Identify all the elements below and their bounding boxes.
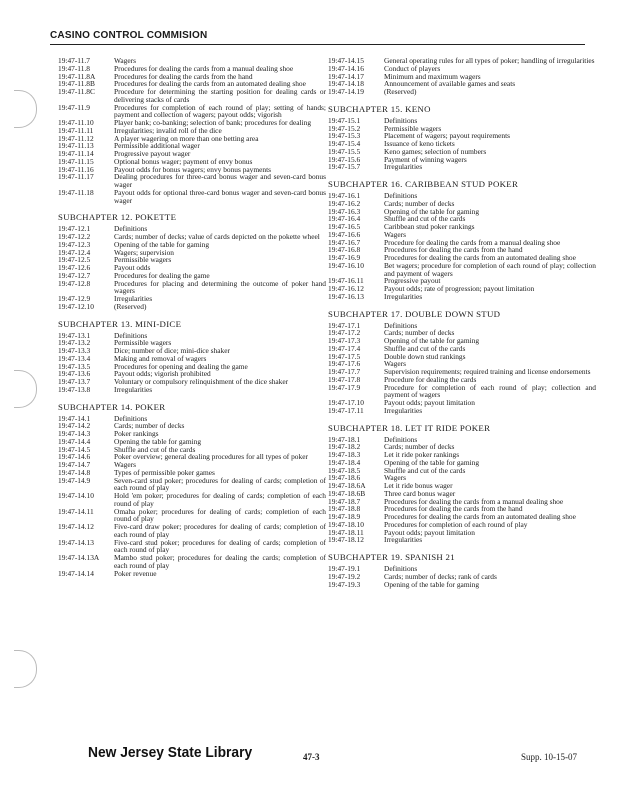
section-title: Poker overview; general dealing procedures for all types of poker bbox=[114, 452, 308, 462]
section-number: 19:47-19.1 bbox=[328, 564, 361, 573]
toc-entry bbox=[328, 132, 596, 140]
section-title: Procedure for determining the starting position for dealing cards or delivering stacks of cards bbox=[114, 87, 326, 104]
section-number: 19:47-14.4 bbox=[58, 436, 91, 446]
toc-entry bbox=[58, 249, 326, 257]
section-title: Progressive payout bbox=[384, 276, 441, 286]
subchapter-heading: SUBCHAPTER 14. POKER bbox=[58, 401, 166, 412]
section-number: 19:47-16.5 bbox=[328, 222, 361, 231]
binder-hole-middle bbox=[14, 370, 37, 408]
section-number: 19:47-18.10 bbox=[328, 519, 364, 529]
section-number: 19:47-12.7 bbox=[58, 270, 91, 280]
section-number: 19:47-14.3 bbox=[58, 429, 91, 438]
section-title: Dealing procedures for three-card bonus wager and seven-card bonus wager bbox=[114, 172, 326, 189]
section-title: Procedure for dealing the cards from a manual dealing shoe bbox=[384, 237, 561, 247]
section-number: 19:47-11.8C bbox=[58, 87, 95, 96]
section-title: Let it ride poker rankings bbox=[384, 450, 460, 459]
toc-entry bbox=[58, 303, 326, 311]
section-title: Irregularities bbox=[384, 535, 423, 545]
section-number: 19:47-15.2 bbox=[328, 123, 361, 133]
section-title: Voluntary or compulsory relinquishment of the dice shaker bbox=[114, 377, 289, 386]
section-number: 19:47-16.10 bbox=[328, 260, 364, 270]
section-title: Poker rankings bbox=[114, 429, 159, 438]
section-title: Mambo stud poker; procedures for dealing the cards; completion of each round of play bbox=[114, 553, 326, 570]
section-title: Poker revenue bbox=[114, 568, 157, 578]
toc-left-column bbox=[58, 57, 326, 577]
section-title: Placement of wagers; payout requirements bbox=[384, 131, 511, 141]
section-title: (Reserved) bbox=[384, 87, 417, 96]
section-title: Irregularities; invalid roll of the dice bbox=[114, 125, 222, 135]
section-title: Definitions bbox=[384, 191, 418, 200]
section-number: 19:47-18.6A bbox=[328, 481, 366, 490]
section-title: Wagers; supervision bbox=[114, 247, 174, 257]
section-number: 19:47-18.6B bbox=[328, 488, 366, 498]
section-title: Optional bonus wager; payment of envy bonus bbox=[114, 156, 253, 166]
section-title: Payout odds; payout limitation bbox=[384, 398, 475, 407]
section-title: Opening of the table for gaming bbox=[384, 206, 480, 216]
section-title: Irregularities bbox=[384, 291, 423, 301]
section-number: 19:47-13.4 bbox=[58, 353, 91, 363]
section-number: 19:47-17.2 bbox=[328, 328, 361, 338]
section-title: Procedures for dealing the cards from the hand bbox=[384, 245, 523, 255]
section-title: Cards; number of decks bbox=[114, 421, 185, 431]
section-number: 19:47-14.15 bbox=[328, 56, 364, 65]
section-title: Definitions bbox=[114, 330, 148, 340]
toc-entry bbox=[58, 415, 326, 423]
toc-entry bbox=[328, 163, 596, 171]
section-title: Shuffle and cut of the cards bbox=[114, 444, 196, 454]
toc-entry bbox=[328, 467, 596, 475]
section-title: Procedures for dealing the cards from a manual dealing shoe bbox=[114, 63, 294, 73]
subchapter-heading: SUBCHAPTER 18. LET IT RIDE POKER bbox=[328, 422, 491, 433]
section-number: 19:47-12.10 bbox=[58, 301, 94, 311]
section-number: 19:47-11.8A bbox=[58, 71, 96, 81]
section-title: Payment of winning wagers bbox=[384, 154, 467, 164]
toc-entry bbox=[58, 570, 326, 578]
section-number: 19:47-17.9 bbox=[328, 382, 361, 392]
section-number: 19:47-16.8 bbox=[328, 245, 361, 255]
section-number: 19:47-18.4 bbox=[328, 457, 361, 467]
section-title: Cards; number of decks; value of cards depicted on the pokette wheel bbox=[114, 232, 320, 241]
section-title: Permissible additional wager bbox=[114, 141, 200, 151]
section-number: 19:47-12.5 bbox=[58, 255, 91, 265]
section-title: Bet wagers; procedure for completion of each round of play; collection and payment of wagers bbox=[384, 260, 596, 278]
toc-right-column bbox=[328, 57, 596, 588]
section-number: 19:47-18.1 bbox=[328, 434, 361, 444]
subchapter-heading: SUBCHAPTER 13. MINI-DICE bbox=[58, 318, 182, 329]
section-title: Dice; number of dice; mini-dice shaker bbox=[114, 346, 230, 355]
section-number: 19:47-11.8B bbox=[58, 79, 95, 89]
section-title: Permissible wagers bbox=[114, 255, 172, 265]
section-number: 19:47-12.3 bbox=[58, 239, 91, 249]
section-title: Announcement of available games and seats bbox=[384, 79, 516, 89]
toc-entry bbox=[328, 581, 596, 589]
section-number: 19:47-14.10 bbox=[58, 491, 94, 500]
section-title: Wagers bbox=[384, 473, 406, 483]
section-number: 19:47-16.7 bbox=[328, 237, 361, 247]
subchapter-heading: SUBCHAPTER 19. SPANISH 21 bbox=[328, 552, 455, 562]
page-number: 47-3 bbox=[303, 752, 320, 762]
toc-entry bbox=[58, 88, 326, 104]
toc-entry bbox=[328, 353, 596, 361]
section-number: 19:47-12.6 bbox=[58, 263, 91, 272]
section-title: Shuffle and cut of the cards bbox=[384, 343, 466, 353]
section-number: 19:47-18.6 bbox=[328, 473, 361, 483]
section-title: Definitions bbox=[114, 413, 148, 423]
section-title: Omaha poker; procedures for dealing of cards; completion of each round of play bbox=[114, 506, 326, 524]
section-title: Payout odds; payout limitation bbox=[384, 527, 475, 537]
section-title: Permissible wagers bbox=[114, 338, 172, 348]
section-number: 19:47-14.1 bbox=[58, 413, 91, 423]
section-title: Procedures for completion of each round of play; setting of hands; payment and collection of wagers; payout odds; vigorish bbox=[114, 102, 326, 120]
page-header: CASINO CONTROL COMMISION bbox=[50, 30, 585, 45]
toc-entry bbox=[58, 295, 326, 303]
toc-entry bbox=[58, 241, 326, 249]
section-number: 19:47-13.3 bbox=[58, 346, 91, 355]
binder-hole-bottom bbox=[14, 650, 37, 688]
section-title: Shuffle and cut of the cards bbox=[384, 465, 466, 475]
toc-entry bbox=[58, 492, 326, 508]
section-title: Definitions bbox=[384, 115, 418, 125]
toc-entry bbox=[328, 443, 596, 451]
section-title: Cards; number of decks bbox=[384, 442, 455, 452]
section-title: Irregularities bbox=[114, 384, 153, 394]
section-title: A player wagering on more than one betting area bbox=[114, 133, 259, 143]
section-title: Opening of the table for gaming bbox=[384, 579, 480, 589]
section-number: 19:47-12.8 bbox=[58, 278, 91, 288]
toc-entry bbox=[328, 285, 596, 293]
section-title: Opening of the table for gaming bbox=[384, 336, 480, 345]
section-title: Procedures for opening and dealing the game bbox=[114, 361, 248, 371]
section-title: Wagers bbox=[384, 359, 406, 369]
toc-entry bbox=[58, 477, 326, 493]
section-number: 19:47-18.7 bbox=[328, 496, 361, 506]
section-title: Wagers bbox=[384, 229, 406, 239]
section-number: 19:47-14.8 bbox=[58, 467, 91, 477]
section-title: Procedures for dealing the cards from the hand bbox=[114, 71, 253, 81]
toc-entry bbox=[328, 399, 596, 407]
section-number: 19:47-17.6 bbox=[328, 359, 361, 369]
section-number: 19:47-13.2 bbox=[58, 338, 91, 348]
section-title: Wagers bbox=[114, 460, 136, 469]
section-title: Progressive payout wager bbox=[114, 149, 191, 158]
toc-entry bbox=[328, 192, 596, 200]
section-title: (Reserved) bbox=[114, 301, 147, 311]
section-title: Procedures for dealing the cards from the hand bbox=[384, 504, 523, 514]
section-title: Let it ride bonus wager bbox=[384, 481, 453, 490]
section-title: Procedures for placing and determining the outcome of poker hand wagers bbox=[114, 278, 326, 296]
toc-entry bbox=[328, 88, 596, 96]
section-number: 19:47-11.7 bbox=[58, 56, 90, 65]
section-number: 19:47-14.7 bbox=[58, 460, 91, 469]
section-number: 19:47-17.1 bbox=[328, 320, 361, 330]
subchapter-heading: SUBCHAPTER 12. POKETTE bbox=[58, 212, 177, 223]
section-title: Cards; number of decks bbox=[384, 198, 455, 208]
library-logo: New Jersey State Library bbox=[88, 744, 253, 761]
section-number: 19:47-12.4 bbox=[58, 247, 91, 257]
toc-entry bbox=[328, 293, 596, 301]
subchapter-heading: SUBCHAPTER 17. DOUBLE DOWN STUD bbox=[328, 308, 501, 319]
section-title: Shuffle and cut of the cards bbox=[384, 214, 466, 224]
section-number: 19:47-13.1 bbox=[58, 330, 91, 340]
section-number: 19:47-16.11 bbox=[328, 276, 364, 286]
toc-entry bbox=[58, 142, 326, 150]
toc-entry bbox=[58, 104, 326, 120]
section-title: Irregularities bbox=[384, 162, 423, 172]
section-number: 19:47-15.7 bbox=[328, 162, 361, 172]
toc-entry bbox=[328, 529, 596, 537]
section-title: Procedures for dealing the cards from an automated dealing shoe bbox=[384, 253, 576, 262]
section-number: 19:47-18.9 bbox=[328, 512, 361, 521]
toc-entry bbox=[58, 386, 326, 394]
section-number: 19:47-11.17 bbox=[58, 172, 94, 182]
toc-entry bbox=[58, 453, 326, 461]
section-title: Keno games; selection of numbers bbox=[384, 146, 487, 156]
section-number: 19:47-16.1 bbox=[328, 191, 361, 200]
section-title: Conduct of players bbox=[384, 63, 441, 73]
section-title: Definitions bbox=[114, 224, 148, 234]
toc-entry bbox=[58, 256, 326, 264]
toc-entry bbox=[58, 554, 326, 570]
toc-entry bbox=[328, 536, 596, 544]
section-title: Five-card stud poker; procedures for dealing of cards; completion of each round of play bbox=[114, 537, 326, 555]
toc-entry bbox=[328, 262, 596, 278]
section-number: 19:47-12.1 bbox=[58, 224, 91, 234]
section-number: 19:47-11.11 bbox=[58, 125, 94, 135]
subchapter-heading: SUBCHAPTER 15. KENO bbox=[328, 103, 431, 114]
toc-entry bbox=[58, 280, 326, 296]
section-number: 19:47-11.12 bbox=[58, 133, 94, 143]
section-title: Cards; number of decks; rank of cards bbox=[384, 571, 497, 581]
section-title: Procedures for dealing the cards from a manual dealing shoe bbox=[384, 496, 564, 506]
section-title: Procedure for completion of each round of play; collection and payment of wagers bbox=[384, 382, 596, 400]
section-number: 19:47-13.5 bbox=[58, 361, 91, 371]
section-title: Seven-card stud poker; procedures for dealing of cards; completion of each round of play bbox=[114, 475, 326, 493]
section-number: 19:47-17.4 bbox=[328, 343, 361, 353]
toc-entry bbox=[58, 539, 326, 555]
section-title: Payout odds; vigorish prohibited bbox=[114, 369, 211, 379]
toc-entry bbox=[328, 156, 596, 164]
toc-entry bbox=[58, 508, 326, 524]
section-number: 19:47-11.9 bbox=[58, 102, 90, 112]
section-number: 19:47-17.7 bbox=[328, 367, 361, 376]
section-number: 19:47-14.17 bbox=[328, 71, 364, 81]
section-title: Procedures for dealing the cards from an automated dealing shoe bbox=[384, 512, 576, 521]
section-title: Irregularities bbox=[384, 405, 423, 415]
toc-entry bbox=[328, 474, 596, 482]
section-number: 19:47-15.3 bbox=[328, 131, 361, 141]
section-number: 19:47-14.14 bbox=[58, 568, 94, 578]
section-number: 19:47-14.13A bbox=[58, 553, 100, 562]
section-title: Permissible wagers bbox=[384, 123, 442, 133]
toc-entry bbox=[328, 407, 596, 415]
section-number: 19:47-12.9 bbox=[58, 294, 91, 303]
section-number: 19:47-18.3 bbox=[328, 450, 361, 459]
section-title: Double down stud rankings bbox=[384, 351, 466, 361]
section-number: 19:47-16.12 bbox=[328, 284, 364, 293]
section-number: 19:47-17.10 bbox=[328, 398, 364, 407]
section-number: 19:47-14.18 bbox=[328, 79, 364, 89]
supplement-date: Supp. 10-15-07 bbox=[521, 752, 577, 762]
toc-entry bbox=[328, 80, 596, 88]
section-number: 19:47-14.6 bbox=[58, 452, 91, 462]
section-number: 19:47-17.8 bbox=[328, 374, 361, 384]
section-title: Procedures for dealing the cards from an automated dealing shoe bbox=[114, 79, 306, 89]
toc-entry bbox=[328, 117, 596, 125]
toc-entry bbox=[58, 189, 326, 205]
section-number: 19:47-18.8 bbox=[328, 504, 361, 514]
section-number: 19:47-16.6 bbox=[328, 229, 361, 239]
section-title: Caribbean stud poker rankings bbox=[384, 222, 475, 231]
toc-entry bbox=[328, 57, 596, 65]
section-number: 19:47-11.18 bbox=[58, 187, 94, 197]
section-number: 19:47-15.6 bbox=[328, 154, 361, 164]
section-number: 19:47-19.2 bbox=[328, 571, 361, 581]
section-number: 19:47-16.4 bbox=[328, 214, 361, 224]
section-title: Procedures for completion of each round of play bbox=[384, 519, 528, 529]
binder-hole-top bbox=[14, 90, 37, 128]
section-title: Definitions bbox=[384, 434, 418, 444]
section-title: Payout odds; rate of progression; payout limitation bbox=[384, 284, 535, 293]
section-title: Making and removal of wagers bbox=[114, 353, 207, 363]
section-number: 19:47-16.13 bbox=[328, 291, 364, 301]
toc-entry bbox=[328, 384, 596, 400]
subchapter-heading: SUBCHAPTER 16. CARIBBEAN STUD POKER bbox=[328, 179, 519, 189]
section-number: 19:47-14.9 bbox=[58, 475, 91, 485]
section-title: Wagers bbox=[114, 56, 136, 65]
section-number: 19:47-14.11 bbox=[58, 506, 94, 516]
section-number: 19:47-14.2 bbox=[58, 421, 91, 431]
section-number: 19:47-11.13 bbox=[58, 141, 94, 151]
section-title: Payout odds bbox=[114, 263, 151, 272]
section-number: 19:47-11.15 bbox=[58, 156, 94, 166]
section-title: Definitions bbox=[384, 564, 418, 573]
section-number: 19:47-18.2 bbox=[328, 442, 361, 452]
section-title: Payout odds for bonus wagers; envy bonus payments bbox=[114, 164, 272, 174]
section-title: Hold 'em poker; procedures for dealing of cards; completion of each round of play bbox=[114, 491, 326, 508]
toc-entry bbox=[58, 422, 326, 430]
section-number: 19:47-14.12 bbox=[58, 522, 94, 531]
section-number: 19:47-11.8 bbox=[58, 63, 90, 73]
section-title: Opening of the table for gaming bbox=[114, 239, 210, 249]
section-title: Three card bonus wager bbox=[384, 488, 456, 498]
section-title: Procedures for dealing the game bbox=[114, 270, 210, 280]
section-title: Supervision requirements; required training and license endorsements bbox=[384, 367, 591, 376]
toc-entry bbox=[328, 322, 596, 330]
section-title: Cards; number of decks bbox=[384, 328, 455, 338]
section-title: Player bank; co-banking; selection of bank; procedures for dealing bbox=[114, 118, 312, 127]
toc-entry bbox=[328, 482, 596, 490]
section-title: Definitions bbox=[384, 320, 418, 330]
toc-entry bbox=[58, 173, 326, 189]
section-number: 19:47-14.16 bbox=[328, 63, 364, 73]
toc-entry bbox=[58, 378, 326, 386]
section-number: 19:47-17.11 bbox=[328, 405, 364, 415]
section-number: 19:47-14.5 bbox=[58, 444, 91, 454]
section-number: 19:47-13.6 bbox=[58, 369, 91, 379]
section-number: 19:47-18.5 bbox=[328, 465, 361, 475]
section-title: Five-card draw poker; procedures for dealing of cards; completion of each round of play bbox=[114, 522, 326, 539]
section-number: 19:47-17.3 bbox=[328, 336, 361, 345]
section-number: 19:47-14.19 bbox=[328, 87, 364, 96]
section-number: 19:47-13.8 bbox=[58, 384, 91, 394]
section-title: Issuance of keno tickets bbox=[384, 139, 455, 148]
section-title: Types of permissible poker games bbox=[114, 467, 215, 477]
section-title: Opening of the table for gaming bbox=[384, 457, 480, 467]
section-title: Minimum and maximum wagers bbox=[384, 71, 481, 81]
section-number: 19:47-16.2 bbox=[328, 198, 361, 208]
section-number: 19:47-12.2 bbox=[58, 232, 91, 241]
section-number: 19:47-13.7 bbox=[58, 377, 91, 386]
section-number: 19:47-18.11 bbox=[328, 527, 364, 537]
section-number: 19:47-19.3 bbox=[328, 579, 361, 589]
section-number: 19:47-15.1 bbox=[328, 115, 361, 125]
section-number: 19:47-15.4 bbox=[328, 139, 361, 148]
section-number: 19:47-11.16 bbox=[58, 164, 94, 174]
section-number: 19:47-11.10 bbox=[58, 118, 94, 127]
section-title: General operating rules for all types of poker; handling of irregularities bbox=[384, 56, 595, 65]
section-title: Opening the table for gaming bbox=[114, 436, 202, 446]
section-number: 19:47-16.9 bbox=[328, 253, 361, 262]
section-number: 19:47-14.13 bbox=[58, 537, 94, 547]
section-number: 19:47-16.3 bbox=[328, 206, 361, 216]
section-number: 19:47-15.5 bbox=[328, 146, 361, 156]
section-title: Payout odds for optional three-card bonus wager and seven-card bonus wager bbox=[114, 187, 326, 205]
toc-entry bbox=[58, 523, 326, 539]
toc-entry bbox=[328, 436, 596, 444]
section-number: 19:47-18.12 bbox=[328, 535, 364, 545]
section-number: 19:47-11.14 bbox=[58, 149, 94, 158]
toc-entry bbox=[58, 332, 326, 340]
section-title: Procedure for dealing the cards bbox=[384, 374, 477, 384]
section-number: 19:47-17.5 bbox=[328, 351, 361, 361]
section-title: Irregularities bbox=[114, 294, 153, 303]
toc-entry bbox=[328, 223, 596, 231]
